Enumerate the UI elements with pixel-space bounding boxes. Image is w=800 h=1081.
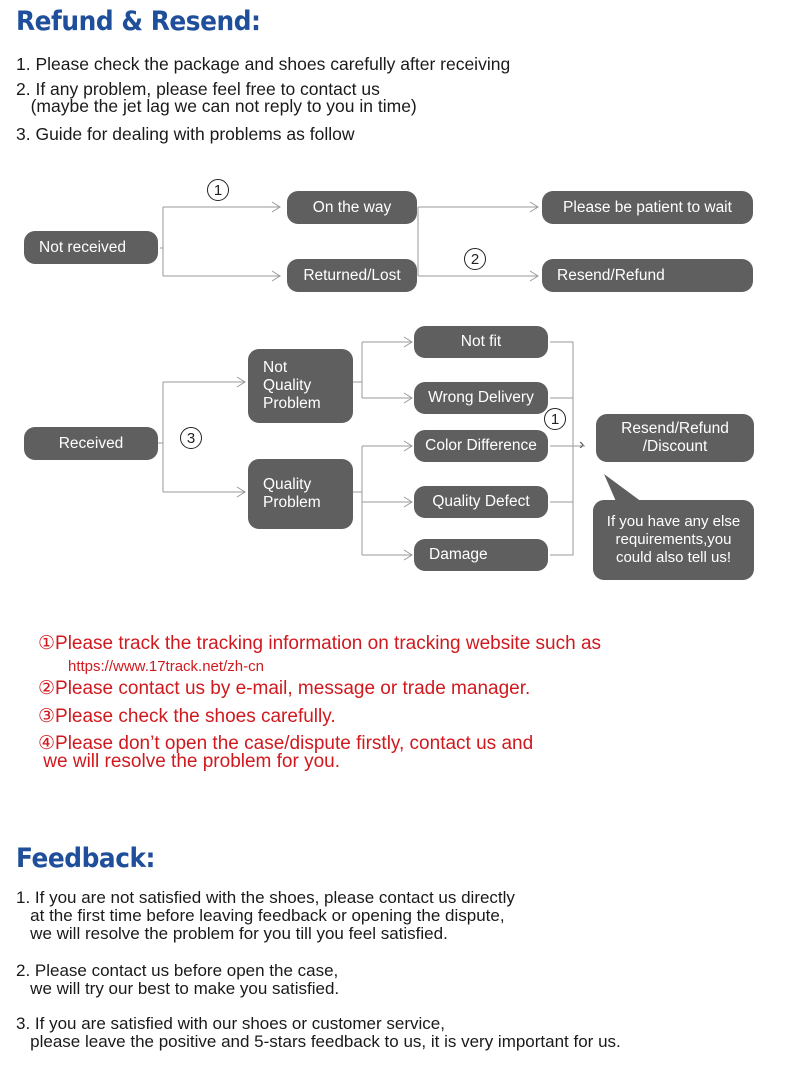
connector-not-received [160,207,280,276]
feedback-2-line-2: we will try our best to make you satisfied. [16,979,340,998]
feedback-1-line-1: 1. If you are not satisfied with the shoes, please contact us directly [16,888,515,907]
step-2-circle: 2 [464,248,486,270]
connector-issues-right [550,342,573,555]
speech-bubble: If you have any else requirements,you could also tell us! [593,500,754,580]
connector-quality [353,446,412,555]
be-patient-pill: Please be patient to wait [542,191,753,224]
refund-line-4: 3. Guide for dealing with problems as follow [16,124,355,144]
step-1b-circle: 1 [544,408,566,430]
on-the-way-pill: On the way [287,191,417,224]
connector-not-quality [353,342,412,398]
feedback-heading: Feedback: [16,843,156,874]
damage-pill: Damage [414,539,548,571]
refund-line-3: (maybe the jet lag we can not reply to you in time) [16,96,417,116]
refund-line-2: 2. If any problem, please feel free to contact us [16,79,380,99]
feedback-3-line-1: 3. If you are satisfied with our shoes or customer service, [16,1014,445,1033]
note-1-url: https://www.17track.net/zh-cn [68,658,264,675]
note-4a: ④Please don’t open the case/dispute firstly, contact us and [38,733,534,754]
arrowheads-issues [404,337,412,560]
note-1: ①Please track the tracking information on tracking website such as [38,633,602,654]
not-quality-problem-pill: Not Quality Problem [248,349,353,423]
wrong-delivery-pill: Wrong Delivery [414,382,548,414]
returned-lost-pill: Returned/Lost [287,259,417,292]
step-1-circle: 1 [207,179,229,201]
resend-refund-discount-pill: Resend/Refund /Discount [596,414,754,462]
refund-line-1: 1. Please check the package and shoes carefully after receiving [16,54,511,74]
quality-problem-pill: Quality Problem [248,459,353,529]
note-4b: we will resolve the problem for you. [38,751,341,772]
not-received-pill: Not received [24,231,158,264]
color-difference-pill: Color Difference [414,430,548,462]
not-fit-pill: Not fit [414,326,548,358]
feedback-3-line-2: please leave the positive and 5-stars feedback to us, it is very important for us. [16,1032,621,1051]
note-2: ②Please contact us by e-mail, message or trade manager. [38,678,531,699]
step-3-circle: 3 [180,427,202,449]
feedback-1-line-3: we will resolve the problem for you till you feel satisfied. [16,924,448,943]
received-pill: Received [24,427,158,460]
chevron-right-icon: › [579,436,585,453]
quality-defect-pill: Quality Defect [414,486,548,518]
feedback-2-line-1: 2. Please contact us before open the case, [16,961,339,980]
note-3: ③Please check the shoes carefully. [38,706,336,727]
resend-refund-pill: Resend/Refund [542,259,753,292]
refund-heading: Refund & Resend: [16,6,261,37]
feedback-1-line-2: at the first time before leaving feedback or opening the dispute, [16,906,505,925]
